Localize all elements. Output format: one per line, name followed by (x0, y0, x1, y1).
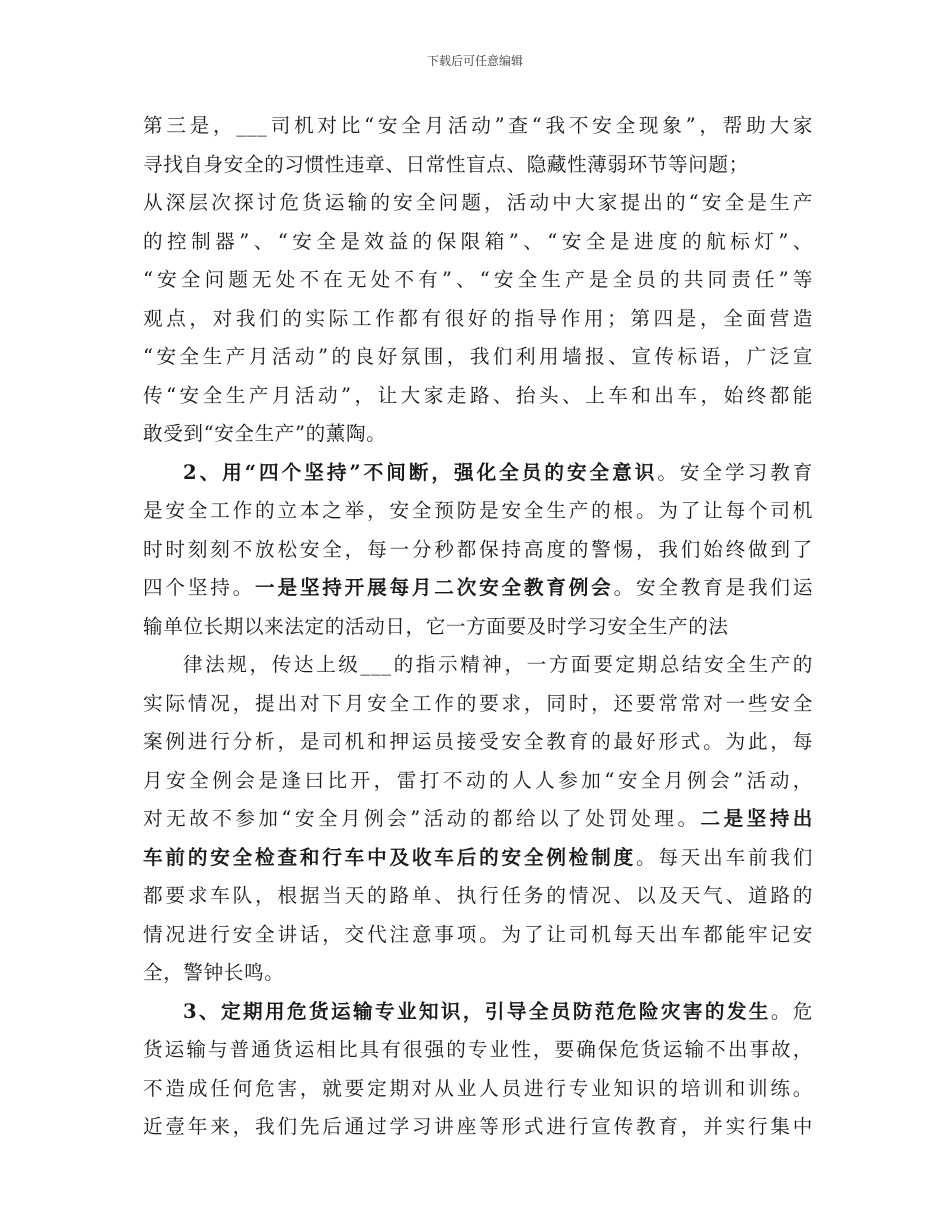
text-run: 输单位长期以来法定的活动日，它一方面要及时学习安全生产的法 (143, 614, 729, 638)
text-run: 传“安全生产月活动”，让大家走路、抬头、上车和出车，始终都能 (143, 383, 813, 407)
text-line (143, 377, 813, 416)
text-run: 对无故不参加“安全月例会”活动的都给以了处罚处理。 (143, 807, 701, 830)
text-run: 情况进行安全讲话，交代注意事项。为了让司机每天出车都能牢记安 (143, 922, 813, 946)
text-line (143, 338, 813, 377)
text-run: 时时刻刻不放松安全，每一分秒都保持高度的警惕，我们始终做到了 (143, 537, 813, 561)
text-line (143, 223, 813, 262)
bold-text-run: 二是坚持出 (700, 807, 813, 830)
text-run: 月安全例会是逢曰比开，雷打不动的人人参加“安全月例会”活动， (143, 768, 813, 792)
text-line (143, 146, 813, 185)
text-run: 观点，对我们的实际工作都有很好的指导作用；第四是，全面营造 (143, 306, 813, 330)
text-line (143, 877, 813, 916)
text-line (143, 531, 813, 570)
bold-text-run: 2、用“四个坚持”不间断，强化全员的安全意识 (183, 460, 658, 484)
text-line (143, 1031, 813, 1070)
text-run: 四个坚持。 (143, 576, 256, 599)
text-line (143, 569, 813, 608)
text-line (143, 1070, 813, 1109)
text-line (143, 916, 813, 955)
text-run: 从深层次探讨危货运输的安全问题，活动中大家提出的“安全是生产 (143, 191, 813, 214)
text-line (143, 184, 813, 223)
text-line (143, 492, 813, 531)
text-run: “安全生产月活动”的良好氛围，我们利用墙报、宣传标语，广泛宣 (143, 345, 813, 368)
text-line (143, 762, 813, 801)
text-line (143, 261, 813, 300)
text-line (143, 454, 813, 493)
text-line (143, 954, 813, 993)
document-body (143, 107, 813, 1147)
text-line (143, 800, 813, 839)
text-run: 不造成任何危害，就要定期对从业人员进行专业知识的培训和训练。 (143, 1076, 813, 1100)
text-run: 。安全学习教育 (657, 460, 814, 484)
text-line (143, 993, 813, 1032)
text-run: 第三是，___司机对比“安全月活动”查“我不安全现象”，帮助大家 (143, 114, 813, 137)
bold-text-run: 一是坚持开展每月二次安全教育例会 (255, 576, 614, 599)
text-run: 全，警钟长鸣。 (143, 961, 285, 984)
text-line (143, 685, 813, 724)
text-run: 。安全教育是我们运 (613, 576, 814, 599)
text-line (143, 107, 813, 146)
text-run: 律法规，传达上级___的指示精神，一方面要定期总结安全生产的 (183, 653, 813, 676)
text-line (143, 646, 813, 685)
bold-text-run: 车前的安全检查和行车中及收车后的安全例检制度 (143, 845, 636, 869)
text-run: 近壹年来，我们先后通过学习讲座等形式进行宣传教育，并实行集中 (143, 1115, 813, 1138)
text-run: 货运输与普通货运相比具有很强的专业性，要确保危货运输不出事故， (143, 1038, 813, 1061)
text-run: 是安全工作的立本之举，安全预防是安全生产的根。为了让每个司机 (143, 499, 813, 522)
page-header: 下载后可任意编辑 (426, 54, 523, 68)
text-line (143, 415, 813, 454)
text-line (143, 723, 813, 762)
text-line (143, 608, 813, 647)
text-line (143, 1108, 813, 1147)
text-run: “安全问题无处不在无处不有”、“安全生产是全员的共同责任”等 (143, 268, 813, 291)
text-run: 都要求车队，根据当天的路单、执行任务的情况、以及天气、道路的 (143, 884, 813, 907)
text-run: 寻找自身安全的习惯性违章、日常性盲点、隐藏性薄弱环节等问题； (143, 152, 749, 176)
text-line (143, 300, 813, 339)
text-run: 实际情况，提出对下月安全工作的要求，同时，还要常常对一些安全 (143, 691, 813, 715)
text-run: 敢受到“安全生产”的薰陶。 (143, 422, 387, 445)
text-run: 。危 (770, 999, 813, 1023)
text-line (143, 839, 813, 878)
text-run: 的控制器”、“安全是效益的保限箱”、“安全是进度的航标灯”、 (143, 229, 813, 253)
bold-text-run: 3、定期用危货运输专业知识，引导全员防范危险灾害的发生 (183, 999, 771, 1023)
text-run: 。每天出车前我们 (635, 845, 813, 869)
text-run: 案例进行分析，是司机和押运员接受安全教育的最好形式。为此，每 (143, 730, 813, 753)
